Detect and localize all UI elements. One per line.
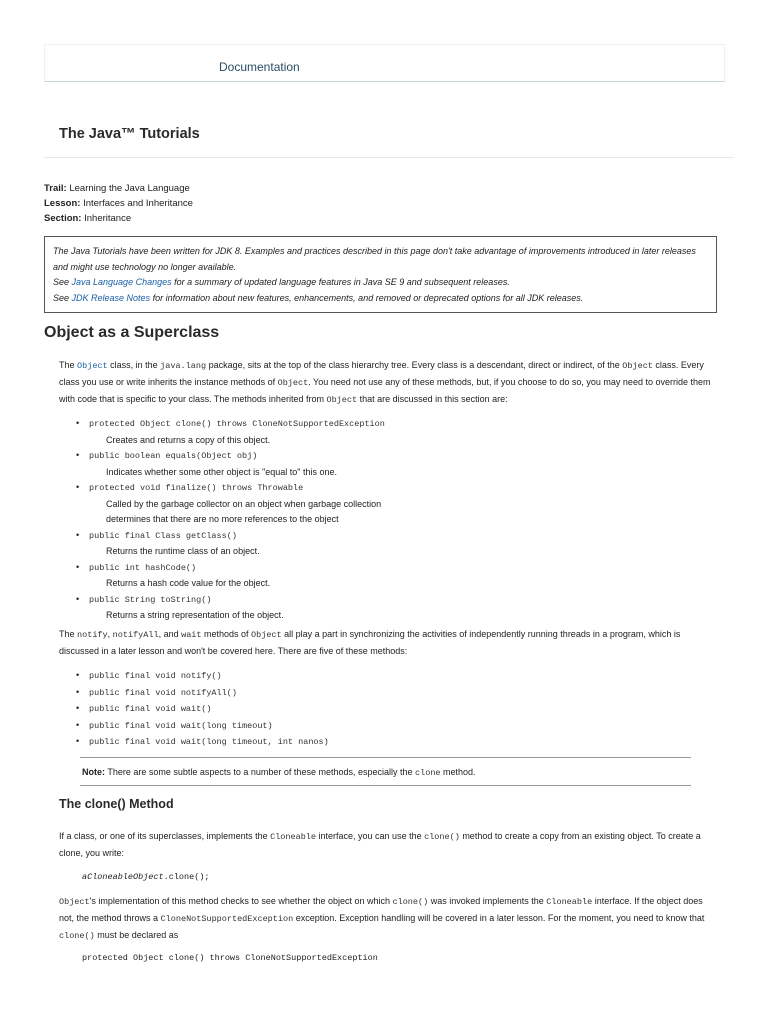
sync-methods-list xyxy=(59,668,329,751)
trail-link[interactable]: Learning the Java Language xyxy=(69,183,190,194)
intro-paragraph: The Object class, in the java.lang package, sits at the top of the class hierarchy tree. Every class is a descendant, direct or indirect, of the Object class. Every class you use or write inherits the instance methods of Object. You need not use any of these methods, but, if you choose to do so, you may need to override them with code that is specific to your class. The methods inherited from Object that are discussed in this section are: xyxy=(59,360,711,405)
top-nav-bar xyxy=(44,44,725,82)
list-item: • public final void notifyAll() xyxy=(59,685,329,702)
section-title: Object as a Superclass xyxy=(44,324,220,341)
jdk-notice-box xyxy=(44,236,717,313)
clone-paragraph-2: Object's implementation of this method checks to see whether the object on which clone() was invoked implements the Cloneable interface. If the object does not, the method throws a CloneNotSupportedException exception. Exception handling will be covered in a later lesson. For the moment, you need to know that clone() must be declared as xyxy=(59,896,705,941)
java-language-changes-link[interactable]: Java Language Changes xyxy=(71,277,172,287)
note-top-divider xyxy=(80,757,691,758)
clone-section-title: The clone() Method xyxy=(59,797,174,811)
trail-label: Trail: xyxy=(44,183,67,194)
section-value: Inheritance xyxy=(84,213,132,224)
list-item: • public final void wait(long timeout, int nanos) xyxy=(59,734,329,751)
list-item: • protected Object clone() throws CloneNotSupportedException Creates and returns a copy of this object. xyxy=(59,416,459,448)
list-item: • public boolean equals(Object obj) Indicates whether some other object is "equal to" this one. xyxy=(59,448,459,480)
list-item: • public final void wait(long timeout) xyxy=(59,718,329,735)
list-item: • public int hashCode() Returns a hash code value for the object. xyxy=(59,560,459,592)
clone-paragraph-1: If a class, or one of its superclasses, implements the Cloneable interface, you can use the clone() method to create a copy from an existing object. To create a clone, you write: xyxy=(59,831,701,858)
lesson-link[interactable]: Interfaces and Inheritance xyxy=(83,198,193,209)
clone-declaration-code: protected Object clone() throws CloneNotSupportedException xyxy=(82,953,378,963)
list-item: • public String toString() Returns a string representation of the object. xyxy=(59,592,459,624)
note-bottom-divider xyxy=(80,785,691,786)
list-item: • public final Class getClass() Returns the runtime class of an object. xyxy=(59,528,459,560)
tutorial-title[interactable]: The Java™ Tutorials xyxy=(59,126,200,142)
breadcrumb xyxy=(44,181,193,226)
documentation-link[interactable]: Documentation xyxy=(219,60,300,74)
list-item: • public final void notify() xyxy=(59,668,329,685)
sync-paragraph: The notify, notifyAll, and wait methods of Object all play a part in synchronizing the activities of independently running threads in a program, which is discussed in a later lesson and won't be covered here. There are five of these methods: xyxy=(59,629,681,656)
section-label: Section: xyxy=(44,213,82,224)
note-callout: Note: There are some subtle aspects to a number of these methods, especially the clone method. xyxy=(82,767,476,778)
object-class-link[interactable]: Object xyxy=(77,361,108,371)
notice-see-language-changes: See Java Language Changes for a summary of updated language features in Java SE 9 and subsequent releases. xyxy=(53,277,510,287)
title-divider xyxy=(44,157,734,158)
list-item: • public final void wait() xyxy=(59,701,329,718)
lesson-label: Lesson: xyxy=(44,198,81,209)
object-methods-list xyxy=(59,416,459,624)
clone-code-example: aCloneableObject.clone(); xyxy=(82,872,210,882)
notice-see-release-notes: See JDK Release Notes for information about new features, enhancements, and removed or deprecated options for all JDK releases. xyxy=(53,292,584,303)
notice-text: The Java Tutorials have been written for JDK 8. Examples and practices described in this page don't take advantage of improvements introduced in later releases and might use technology no longer available. xyxy=(53,246,696,272)
jdk-release-notes-link[interactable]: JDK Release Notes xyxy=(71,292,151,303)
list-item: • protected void finalize() throws Throwable Called by the garbage collector on an object when garbage collection determines that there are no more references to the object xyxy=(59,480,459,528)
